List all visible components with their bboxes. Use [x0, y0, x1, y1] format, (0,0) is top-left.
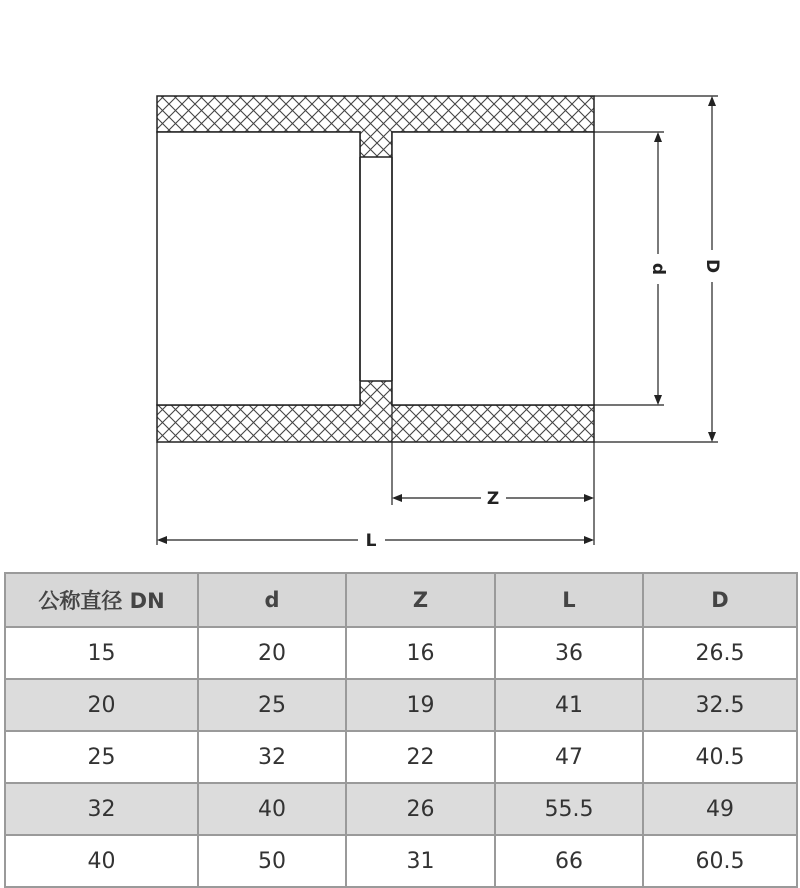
table-header-row — [5, 573, 797, 627]
cell-z: 19 — [346, 679, 495, 731]
cell-dn: 20 — [5, 679, 198, 731]
cell-d: 32 — [198, 731, 346, 783]
table-row — [5, 679, 797, 731]
cell-l: 66 — [495, 835, 643, 887]
cell-outer-d: 49 — [643, 783, 797, 835]
cell-dn: 40 — [5, 835, 198, 887]
cell-d: 20 — [198, 627, 346, 679]
cell-outer-d: 26.5 — [643, 627, 797, 679]
table-row — [5, 783, 797, 835]
spec-table — [4, 572, 798, 888]
cell-l: 41 — [495, 679, 643, 731]
table-row — [5, 731, 797, 783]
header-l: L — [495, 573, 643, 627]
dimension-label-L: L — [365, 531, 377, 551]
cell-outer-d: 40.5 — [643, 731, 797, 783]
left-bore — [157, 132, 360, 405]
right-bore — [392, 132, 594, 405]
cell-z: 31 — [346, 835, 495, 887]
cell-z: 16 — [346, 627, 495, 679]
header-d: d — [198, 573, 346, 627]
header-nominal-diameter: 公称直径 DN — [5, 573, 198, 627]
cell-dn: 15 — [5, 627, 198, 679]
cell-l: 47 — [495, 731, 643, 783]
cell-dn: 32 — [5, 783, 198, 835]
cell-d: 50 — [198, 835, 346, 887]
header-outer-d: D — [643, 573, 797, 627]
cell-l: 55.5 — [495, 783, 643, 835]
dimension-label-Z: Z — [486, 489, 500, 509]
cell-d: 25 — [198, 679, 346, 731]
cell-d: 40 — [198, 783, 346, 835]
pipe-coupling-section — [157, 96, 594, 442]
cell-z: 26 — [346, 783, 495, 835]
cell-dn: 25 — [5, 731, 198, 783]
cell-z: 22 — [346, 731, 495, 783]
cell-outer-d: 60.5 — [643, 835, 797, 887]
dimension-label-d: d — [648, 262, 668, 276]
cell-outer-d: 32.5 — [643, 679, 797, 731]
cell-l: 36 — [495, 627, 643, 679]
table-row — [5, 627, 797, 679]
dimension-label-D: D — [702, 258, 722, 274]
table-row — [5, 835, 797, 887]
header-z: Z — [346, 573, 495, 627]
